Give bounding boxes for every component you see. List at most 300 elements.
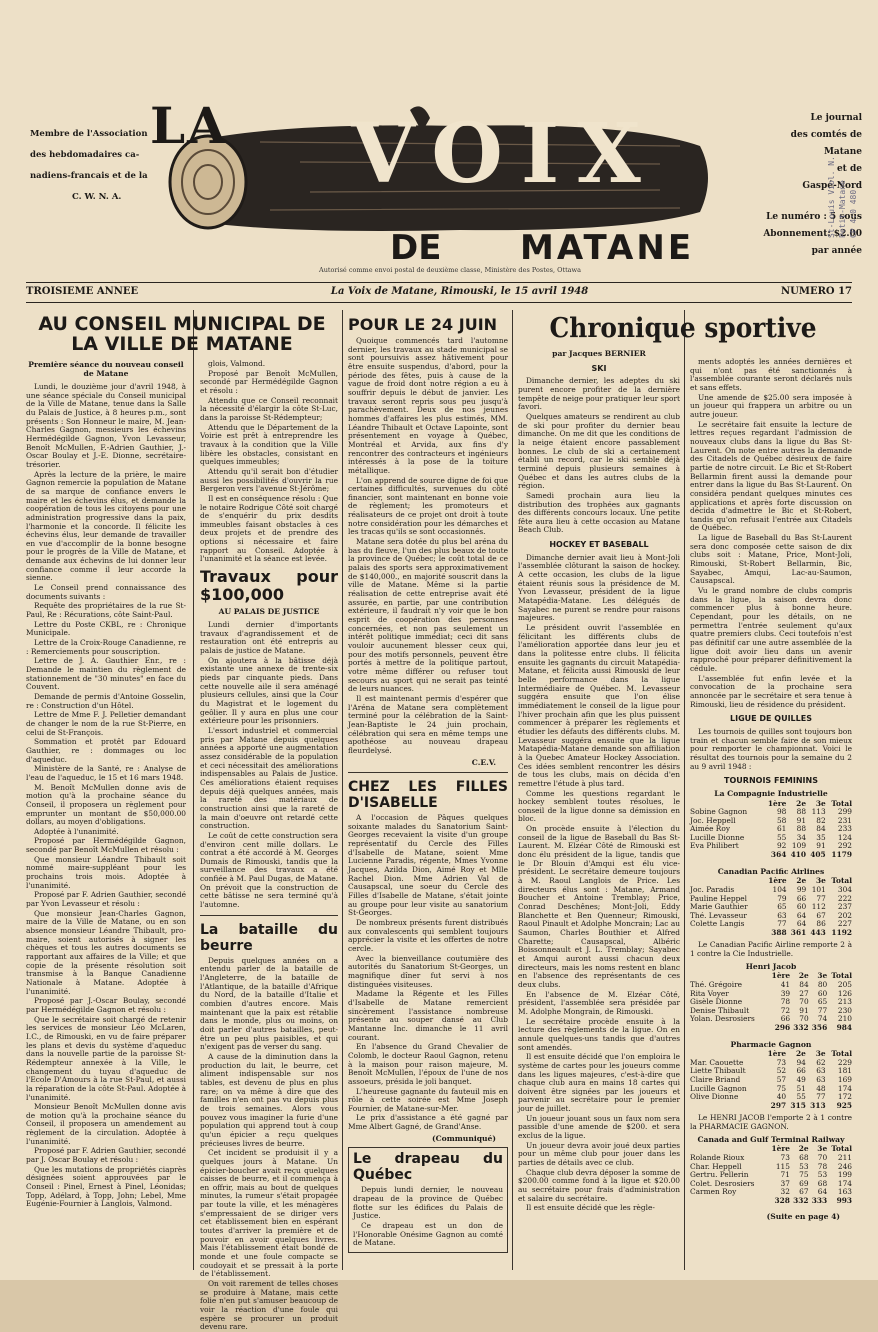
article-paragraph: Le prix d'assistance a été gagné par Mme Albert Gagné, de Grand'Anse. xyxy=(348,1113,508,1132)
score-cell: 230 xyxy=(837,1005,852,1015)
divider xyxy=(200,915,338,916)
player-name: Sobine Gagnon xyxy=(690,807,748,817)
quilles-title: LIGUE DE QUILLES xyxy=(730,714,812,724)
score-cell: 88 xyxy=(796,824,807,834)
score-cell: 70 xyxy=(799,997,809,1007)
logo-de-text: DE xyxy=(390,228,442,268)
score-cell: 77 xyxy=(817,1005,828,1015)
article-paragraph: Le coût de cette construction sera d'environ cent mille dollars. Le contrat a été accordé à M. Georges Dumais de Rimouski, tandis que la surveillance des travaux a été confiée à M. Paul Dugas, de Matane. On prévoit que la construction de cette bâtisse ne sera terminé qu'à l'automne. xyxy=(200,830,338,910)
total-cell: 443 xyxy=(810,927,826,937)
score-cell: 163 xyxy=(837,1187,852,1197)
isabelle-body xyxy=(348,814,508,1132)
article-paragraph: L'heureuse gagnante du fauteuil mis en rôle à cette soirée est Mme Joseph Fournier, de Matane-sur-Mer. xyxy=(348,1086,508,1113)
article-paragraph: Proposé par F. Adrien Gauthier, secondé par J. Oscar Boulay et résolu : xyxy=(26,1146,186,1165)
tournois-title: TOURNOIS FEMININS xyxy=(724,776,818,786)
score-cell: 172 xyxy=(837,1092,852,1102)
total-cell: 925 xyxy=(836,1100,852,1110)
score-cell: 91 xyxy=(816,841,826,851)
article-paragraph: Il est maintenant permis d'espérer que l'Aréna de Matane sera complètement terminé pour la célébration de la Saint-Jean-Baptiste le 24 juin prochain, célébration qui sera en même temps une apothéose au nouveau drapeau fleurdelysé. xyxy=(348,693,508,755)
article-paragraph: En l'absence du Grand Chevalier de Colomb, le docteur Raoul Gagnon, retenu à la maison pour raison majeure, M. Benoît McMullen, l'époux de l'une de nos assoeurs, présida le joli banquet. xyxy=(348,1042,508,1086)
score-header-cell: 2e xyxy=(796,876,807,886)
travaux-subhead: AU PALAIS DE JUSTICE xyxy=(218,607,320,617)
stamp-line: CP 4:0 480 xyxy=(849,189,858,238)
player-name: Aimée Roy xyxy=(690,824,730,834)
score-header-cell: Total xyxy=(831,1049,852,1059)
chronique-headline: Chronique sportive xyxy=(549,313,817,344)
score-cell: 78 xyxy=(817,1161,828,1171)
score-cell: 74 xyxy=(817,1014,828,1024)
player-name: Carmen Roy xyxy=(690,1187,737,1197)
article-paragraph: Un joueur devra avoir joué deux parties pour un même club pour jouer dans les parties de détails avec ce club. xyxy=(518,1140,680,1168)
score-cell: 53 xyxy=(799,1161,809,1171)
player-name: Liette Thibault xyxy=(690,1066,746,1076)
postal-authorization: Autorisé comme envoi postal de deuxième classe, Ministère des Postes, Ottawa xyxy=(319,266,581,274)
score-cell: 35 xyxy=(816,832,826,842)
player-name: Colet. Desrosiers xyxy=(690,1178,755,1188)
isabelle-headline: CHEZ LES FILLES D'ISABELLE xyxy=(348,779,508,812)
score-cell: 92 xyxy=(776,841,787,851)
score-header-cell: 3e xyxy=(815,1049,826,1059)
conseil-column-a xyxy=(26,360,186,1210)
score-cell: 67 xyxy=(816,910,826,920)
total-cell: 356 xyxy=(811,1023,828,1032)
total-cell: 332 xyxy=(793,1023,809,1032)
score-cell: 73 xyxy=(776,1057,787,1067)
score-cell: 202 xyxy=(837,910,852,920)
score-cell: 69 xyxy=(799,1178,809,1188)
score-cell: 68 xyxy=(817,1178,828,1188)
article-paragraph: Après la lecture de la prière, le maire Gagnon remercie la population de Matane de sa marque de confiance envers le maire et les échevins élus, et demande la coopération de tous les citoyens pour une administration progressive dans la paix, l'harmonie et la concorde. Il félicite les échevins élus, leur demande de travailler en vue d'accomplir de la bonne besogne pour le progrès de la Ville de Matane, et demande aux échevins de lui donner leur confiance comme il leur accorde la sienne. xyxy=(26,469,186,583)
score-cell: 227 xyxy=(837,919,852,929)
score-cell: 86 xyxy=(816,919,826,929)
score-header-cell: 2e xyxy=(796,798,807,808)
score-cell: 231 xyxy=(837,815,852,825)
score-cell: 77 xyxy=(816,893,826,903)
article-paragraph: Ce drapeau est un don de l'Honorable Onésime Gagnon au comté de Matane. xyxy=(353,1221,503,1248)
article-paragraph: Attendu que ce Conseil reconnait la nécessité d'élargir la côte St-Luc, dans la paroisse St-Rédempteur; xyxy=(200,395,338,422)
article-paragraph: Chaque club devra déposer la somme de $200.00 comme fond à la ligue et $20.00 au secrétaire pour frais d'administration et salaire du secrétaire. xyxy=(518,1167,680,1203)
article-paragraph: Que le secrétaire soit chargé de retenir les services de monsieur Léo McLaren, I.C., de Rimouski, en vu de faire préparer les plans et devis du système d'aqueduc dans la nouvelle partie de la paroisse St-Rédempteur annexée à la Ville, le changement du tuyau d'aqueduc de l'Ecole D'Amours à la rue St-Paul, et aussi la réparation de la côte St-Paul. Adoptée à l'unanimité. xyxy=(26,1014,186,1102)
score-header-cell: Total xyxy=(831,971,852,981)
player-name: Eva Philibert xyxy=(690,841,739,851)
article-paragraph: De nombreux présents furent distribués aux convalescents qui semblent toujours apprécier la visite et les offertes de notre cercle. xyxy=(348,918,508,953)
article-paragraph: On ajoutera à la bâtisse déjà existante une annexe de trente-six pieds par cinquante pieds. Dans cette nouvelle aile il sera aménagé plusieurs cellules, ainsi que la Cour du Magistrat et le logement du geôlier. Il y aura en plus une cour extérieure pour les prisonniers. xyxy=(200,655,338,726)
score-header-cell: 3e xyxy=(815,876,826,886)
article-paragraph: Le secrétaire fait ensuite la lecture de lettres reçues regardant l'admission de nouveaux clubs dans la ligue du Bas St-Laurent. On note entre autres la demande des Citadels de Québec désireux de faire partie de notre circuit. Le Bic et St-Robert Bellarmin firent aussi la demande pour entrer dans la ligue du Bas St-Laurent. On considéra pendant quelques minutes ces applications et après forte discussion on décida d'admettre le Bic et St-Robert, tandis qu'on refusait l'entrée aux Citadels de Québec. xyxy=(690,419,852,533)
score-table xyxy=(690,972,852,1036)
conseil-subhead: Première séance du nouveau conseil de Matane xyxy=(28,360,184,378)
quilles-intro: Les tournois de quilles sont toujours bon train et chacun semble faire de son mieux pour remporter le championnat. Voici le résultat des tournois pour la semaine du 2 au 9 avril 1948 : xyxy=(690,726,852,771)
score-header-cell: 3e xyxy=(815,798,826,808)
article-paragraph: Dimanche dernier, les adeptes du ski purent encore profiter de la dernière tempête de neige pour pratiquer leur sport favori. xyxy=(518,376,680,412)
score-table xyxy=(690,1145,852,1209)
score-cell: 101 xyxy=(811,884,826,894)
article-paragraph: Il est en conséquence résolu : Que le notaire Rodrigue Côté soit chargé de s'enquérir du prix desdits immeubles faisant obstacles à ces deux projets et de prendre des options si nécessaire et faire rapport au Conseil. Adoptée à l'unanimité et la séance est levée. xyxy=(200,493,338,564)
score-header-cell: 3e xyxy=(817,1144,828,1154)
table-row xyxy=(690,1015,852,1024)
mast-right-line: Matane xyxy=(823,147,862,157)
total-row xyxy=(690,1197,852,1210)
player-name: Rita Voyer xyxy=(690,988,729,998)
divider xyxy=(348,772,508,773)
score-cell: 71 xyxy=(780,1170,790,1180)
hockey-body xyxy=(518,554,680,1213)
score-cell: 78 xyxy=(780,997,791,1007)
score-cell: 34 xyxy=(796,832,807,842)
team-name: Henri Jacob xyxy=(745,961,797,971)
mast-left-line: C. W. N. A. xyxy=(72,192,122,202)
score-cell: 229 xyxy=(837,1057,852,1067)
article-paragraph: Quoique commencés tard l'automne dernier, les travaux au stade municipal se sont poursuivis assez hâtivement pour être ensuite suspendus, d'abord, pour la période des fêtes, puis à cause de la vague de froid dont notre région a eu à souffrir depuis le début de janvier. Les travaux seront repris sous peu jusqu'à parachèvement. Deux de nos jeunes hommes d'affaires les plus estimés, MM. Léandre Thibault et Octave Lapointe, sont présentement en voyage à Québec, Montréal et Arvida, aux fins d'y rencontrer des contracteurs et ingénieurs intéressés à la pose de la toiture métallique. xyxy=(348,336,508,475)
dateline-bottom-rule xyxy=(26,302,852,303)
article-paragraph: Attendu que le Département de la Voirie est prêt à entreprendre les travaux à la condition que la Ville libère les obstacles, consistant en quelques immeubles; xyxy=(200,422,338,467)
article-paragraph: Lettre de Mme F. J. Pelletier demandant de changer le nom de la rue St-Pierre, en celui de St-François. xyxy=(26,710,186,737)
conseil-headline: AU CONSEIL MUNICIPAL DE LA VILLE DE MATANE xyxy=(38,313,326,355)
total-cell: 315 xyxy=(790,1100,806,1110)
player-name: Joc. Paradis xyxy=(690,884,735,894)
article-paragraph: L'essort industriel et commercial pris par Matane depuis quelques années a apporté une augmentation assez considérable de la population et ceci nécessitait des améliorations indispensables au Palais de Justice. Ces améliorations étaient requises depuis déjà quelques années, mais la rareté des matériaux de construction ainsi que la rareté de la main d'oeuvre ont retardé cette construction. xyxy=(200,725,338,831)
score-table xyxy=(690,800,852,864)
score-cell: 64 xyxy=(796,919,807,929)
juin-body xyxy=(348,337,508,756)
score-cell: 237 xyxy=(837,902,852,912)
article-paragraph: Attendu qu'il serait bon d'étudier aussi les possibilités d'ouvrir la rue Bergeron vers l'avenue St-Jérôme; xyxy=(200,466,338,494)
score-cell: 58 xyxy=(776,815,787,825)
score-cell: 55 xyxy=(776,832,787,842)
article-paragraph: Lettre de J. A. Gauthier Enr., re : Demande le maintien du règlement de stationnement de "30 minutes" en face du Couvent. xyxy=(26,656,186,692)
team-name: Pharmacie Gagnon xyxy=(730,1039,812,1049)
issue-number: NUMERO 17 xyxy=(781,286,852,297)
baseball-continuation xyxy=(690,358,852,709)
score-cell: 174 xyxy=(837,1178,852,1188)
travaux-body xyxy=(200,621,338,910)
score-cell: 65 xyxy=(817,997,828,1007)
score-cell: 64 xyxy=(817,1187,828,1197)
chronique-byline: par Jacques BERNIER xyxy=(552,349,646,358)
total-cell: 405 xyxy=(810,850,826,860)
article-paragraph: A cause de la diminution dans la production du lait, le beurre, cet aliment indispensable sur nos tables, est devenu de plus en plus rare; on va même à dire que des familles n'en ont pas vu depuis plus de trois semaines. Alors vous pouvez vous imaginer la furie d'une population qui apprend tout à coup qu'un épicier a reçu quelques précieuses livres de beurre. xyxy=(200,1051,338,1148)
article-paragraph: Que monsieur Jean-Charles Gagnon, maire de la Ville de Matane, ou en son absence monsieur Léandre Thibault, pro-maire, soient autorisés à signer les chèques et tous les autres documents se rapportant aux affaires de la Ville; et que copie de la présente résolution soit transmise à la Banque Canadienne Nationale à Matane. Adoptée à l'unanimité. xyxy=(26,908,186,996)
score-header-cell: 3e xyxy=(817,971,828,981)
score-cell: 213 xyxy=(837,997,852,1007)
score-cell: 57 xyxy=(776,1075,787,1085)
score-cell: 61 xyxy=(776,824,787,834)
total-cell: 1179 xyxy=(831,850,852,860)
article-paragraph: Avec la bienveillance coutumière des autorités du Sanatorium St-Georges, un magnifique dîner fut servi à nos distinguées visiteuses. xyxy=(348,953,508,989)
column-rule xyxy=(684,310,685,1270)
total-cell: 993 xyxy=(836,1195,852,1205)
total-cell: 333 xyxy=(811,1195,828,1205)
article-paragraph: En l'absence de M. Elzéar Côté, président, l'assemblée sera présidée par M. Adolphe Mongrain, de Rimouski. xyxy=(518,989,680,1016)
total-cell: 313 xyxy=(810,1100,826,1110)
score-cell: 39 xyxy=(780,988,791,998)
score-cell: 109 xyxy=(791,841,807,851)
column-five xyxy=(690,358,852,1270)
subscription-period: par année xyxy=(811,246,862,256)
score-cell: 91 xyxy=(799,1005,809,1015)
article-paragraph: L'assemblée fut enfin levée et la convocation de la prochaine sera annoncée par le secrétaire et sera tenue à Rimouski, lieu de résidence du président. xyxy=(690,673,852,709)
article-paragraph: L'on apprend de source digne de foi que certaines difficultés, survenues du côté financier, sont maintenant en bonne voie de règlement; les promoteurs et réalisateurs de ce projet ont droit à toute notre considération pour les démarches et les tracas qu'ils se sont occasionnés. xyxy=(348,475,508,537)
team-name: Canada and Gulf Terminal Railway xyxy=(697,1134,845,1144)
article-paragraph: Monsieur Benoît McMullen donne avis de motion qu'à la prochaine séance du Conseil, il proposera un amendement au règlement de la circulation. Adoptée à l'unanimité. xyxy=(26,1102,186,1146)
score-header-cell: 1ère xyxy=(771,1144,790,1154)
drapeau-body xyxy=(353,1186,503,1248)
score-cell: 210 xyxy=(837,1014,852,1024)
score-cell: 64 xyxy=(796,910,807,920)
score-cell: 104 xyxy=(772,884,787,894)
score-cell: 82 xyxy=(816,815,826,825)
player-name: Yolan. Desrosiers xyxy=(690,1014,755,1024)
score-cell: 66 xyxy=(796,893,807,903)
mast-right-line: Gaspé-Nord xyxy=(802,181,862,191)
score-cell: 112 xyxy=(811,902,826,912)
player-name: Denise Thibault xyxy=(690,1005,750,1015)
logo-la-text: LA xyxy=(150,96,228,155)
total-cell: 332 xyxy=(793,1195,809,1205)
juin-headline: POUR LE 24 JUIN xyxy=(348,315,498,334)
total-cell: 328 xyxy=(774,1195,790,1205)
score-cell: 181 xyxy=(837,1066,852,1076)
article-paragraph: Que monsieur Léandre Thibault soit nommé maire-suppléant pour les prochains trois mois. Adoptée à l'unanimité. xyxy=(26,854,186,890)
stamp-line: St-Louis Viol. N. xyxy=(827,156,836,238)
score-header-cell: 1ère xyxy=(767,798,787,808)
article-paragraph: On procède ensuite à l'élection du conseil de la ligue de Baseball du Bas St-Laurent. M. Elzéar Côté de Rimouski est donc élu président de la ligue, tandis que le Dr Blouin d'Amqui est élu vice-président. Le secrétaire demeure toujours à M. Raoul Langlois de Price. Les directeurs élus sont : Matane, Armand Boucher et Antoine Tremblay; Price, Conrad Deschênes; Mont-Joli, Eddy Blanchette et Ben Quenneur; Rimouski, Raoul Pinault et Adolphe Moncrain; Lac au Saumon, Charles Bouthier et Alfred Charette; Causapscal, Albéric Boissonneault et J. L. Tremblay; Sayabec et Amqui auront aussi chacun deux directeurs, mais les noms restent en blanc en l'absence des représentants de ces deux clubs. xyxy=(518,824,680,989)
volume-label: TROISIEME ANNEE xyxy=(26,286,139,297)
score-cell: 63 xyxy=(816,1075,826,1085)
match-result: Le HENRI JACOB l'emporte 2 à 1 contre la PHARMACIE GAGNON. xyxy=(690,1113,852,1132)
score-cell: 70 xyxy=(799,1014,809,1024)
beurre-headline: La bataille du beurre xyxy=(200,921,338,954)
score-cell: 60 xyxy=(796,902,807,912)
score-header-cell: Total xyxy=(831,876,852,886)
article-paragraph: M. Benoît McMullen donne avis de motion qu'à la prochaine séance du Conseil, il proposera un règlement pour emprunter un montant de $50,000.00 dollars, au moyen d'obligations. xyxy=(26,782,186,827)
player-name: Lucille Gagnon xyxy=(690,1083,747,1093)
total-cell: 364 xyxy=(770,850,787,860)
article-paragraph: Depuis quelques années on a entendu parler de la bataille de l'Angleterre, de la bataille de l'Atlantique, de la bataille d'Afrique du Nord, de la bataille d'Italie et combien d'autres encore. Mais maintenant que la paix est rétablie dans le monde, plus ou moins, on doit parler d'autres batailles, peut-être un peu plus paisibles, et qui n'exigent pas de verser du sang. xyxy=(200,955,338,1052)
mast-left-line: des hebdomadaires ca- xyxy=(30,150,140,160)
total-cell: 410 xyxy=(790,850,807,860)
issue-date: La Voix de Matane, Rimouski, le 15 avril 1948 xyxy=(330,286,589,297)
logo-voix-text: VOIX xyxy=(351,106,659,202)
article-paragraph: Demande de permis d'Antoine Gosselin, re : Construction d'un Hôtel. xyxy=(26,691,186,710)
drapeau-box xyxy=(348,1147,508,1253)
score-cell: 113 xyxy=(811,807,826,817)
article-paragraph: Lundi dernier d'importants travaux d'agrandissement et de restauration ont été entrepris au palais de justice de Matane. xyxy=(200,620,338,656)
article-paragraph: Dimanche dernier avait lieu à Mont-Joli l'assemblée clôturant la saison de hockey. A cette occasion, les clubs de la ligue étaient réunis sous la présidence de M. Yvon Levasseur, président de la ligue Matapédia-Matane. Les délégués de Sayabec ne purent se rendre pour raisons majeures. xyxy=(518,552,680,623)
column-three xyxy=(348,312,508,1272)
drapeau-headline: Le drapeau du Québec xyxy=(353,1151,503,1184)
score-cell: 169 xyxy=(837,1075,852,1085)
score-cell: 246 xyxy=(837,1161,852,1171)
article-paragraph: Proposé par F. Adrien Gauthier, secondé par Yvon Levasseur et résolu : xyxy=(26,890,186,909)
player-name: Lucille Dionne xyxy=(690,832,745,842)
bowling-scores xyxy=(690,790,852,1210)
article-paragraph: ments adoptés les années dernières et qui n'ont pas été sanctionnés à l'assemblée courante seront déclarés nuls et sans effets. xyxy=(690,357,852,392)
score-cell: 292 xyxy=(837,841,852,851)
total-row xyxy=(690,1024,852,1037)
score-cell: 222 xyxy=(837,893,852,903)
score-cell: 65 xyxy=(777,902,787,912)
score-cell: 40 xyxy=(776,1092,787,1102)
table-row xyxy=(690,1188,852,1197)
score-cell: 84 xyxy=(799,980,809,990)
mast-left-line: Membre de l'Association xyxy=(30,129,148,139)
score-header-cell: 1ère xyxy=(768,876,787,886)
article-paragraph: Sommation et protêt par Edouard Gauthier, re : dommages ou loc d'aqueduc. xyxy=(26,737,186,764)
score-cell: 32 xyxy=(780,1187,790,1197)
conseil-continuation xyxy=(200,360,338,564)
score-cell: 67 xyxy=(799,1187,809,1197)
column-rule xyxy=(512,310,513,1270)
score-cell: 73 xyxy=(780,1152,790,1162)
article-paragraph: A l'occasion de Pâques quelques soixante malades du Sanatorium Saint-Georges recevaient la visite d'un groupe représentatif du Cercle des Filles d'Isabelle de Matane, soient Mme Lucienne Paradis, régente, Mmes Yvonne Jacques, Azilda Dion, Aimé Roy et Mlle Rachel Dion. Mme Adrien Val de Causapscal, une soeur du Cercle des Filles d'Isabelle de Matane, s'était jointe au groupe pour leur visite au sanatorium St-Georges. xyxy=(348,813,508,918)
suite-note: (Suite en page 4) xyxy=(766,1211,840,1221)
article-paragraph: Le Conseil prend connaissance des documents suivants : xyxy=(26,583,186,601)
score-header-cell: Total xyxy=(831,1144,852,1154)
score-cell: 98 xyxy=(776,807,787,817)
score-header-cell: 2e xyxy=(798,971,809,981)
score-header-cell: 2e xyxy=(796,1049,806,1059)
score-cell: 37 xyxy=(780,1178,790,1188)
score-cell: 77 xyxy=(816,1092,826,1102)
score-header-cell: 1ère xyxy=(767,1049,787,1059)
article-paragraph: Proposé par Benoît McMullen, secondé par Hermédégilde Gagnon et résolu : xyxy=(200,368,338,395)
score-cell: 60 xyxy=(817,988,828,998)
score-header-cell: Total xyxy=(831,798,852,808)
article-paragraph: Depuis lundi dernier, le nouveau drapeau de la province de Québec flotte sur les édifices du Palais de Justice. xyxy=(353,1185,503,1221)
team-name: La Compagnie Industrielle xyxy=(714,788,828,798)
score-cell: 79 xyxy=(777,893,787,903)
article-paragraph: Il est ensuite décidé que les règle- xyxy=(526,1203,655,1213)
column-two xyxy=(200,359,338,1332)
score-cell: 27 xyxy=(799,988,809,998)
handwritten-stamp xyxy=(826,118,866,238)
isabelle-signature: (Communiqué) xyxy=(432,1133,496,1143)
score-cell: 41 xyxy=(780,980,791,990)
article-paragraph: Matane sera dotée du plus bel aréna du bas du fleuve, l'un des plus beaux de toute la province de Québec; le coût total de ce palais des sports sera approximativement de $140,000., en majorité souscrit dans la ville de Matane. Même si la partie réalisation de cette entreprise avait été assurée, en partie, par une contribution extérieure, il faudrait n'y voir que le bon esprit de coopération des personnes concernées, et non pas seulement un intérêt politique immédiat; ceci dit sans vouloir aucunement blesser ceux qui, pour des motifs personnels, peuvent être portés à mettre de la politique partout, votre même différer ou refuser tout secours au sport qui ne serait pas teinté de leurs nuances. xyxy=(348,537,508,694)
column-rule xyxy=(342,310,343,1270)
score-header-cell: 2e xyxy=(798,1144,809,1154)
score-cell: 55 xyxy=(796,1092,806,1102)
score-cell: 77 xyxy=(777,919,787,929)
score-cell: 63 xyxy=(816,1066,826,1076)
total-cell: 984 xyxy=(836,1023,852,1032)
score-cell: 66 xyxy=(796,1066,806,1076)
total-cell: 388 xyxy=(771,927,787,937)
total-cell: 1192 xyxy=(831,927,852,937)
player-name: Joc. Heppell xyxy=(690,815,736,825)
juin-signature: C.E.V. xyxy=(471,757,496,767)
score-cell: 94 xyxy=(796,1057,806,1067)
score-cell: 199 xyxy=(837,1170,852,1180)
score-cell: 124 xyxy=(837,832,852,842)
score-cell: 62 xyxy=(816,1057,826,1067)
score-cell: 70 xyxy=(817,1152,828,1162)
score-table xyxy=(690,877,852,941)
article-paragraph: Une amende de $25.00 sera imposée à un joueur qui frappera un arbitre ou un autre joueur. xyxy=(690,392,852,419)
score-cell: 68 xyxy=(799,1152,809,1162)
score-cell: 299 xyxy=(837,807,852,817)
score-cell: 211 xyxy=(837,1152,852,1162)
player-name: Gertru. Pellerin xyxy=(690,1170,749,1180)
hockey-section-title: HOCKEY ET BASEBALL xyxy=(549,540,649,550)
player-name: Char. Heppell xyxy=(690,1161,742,1171)
article-paragraph: Madame la Régente et les Filles d'Isabelle de Matane remercient sincèrement l'assistance nombreuse présente au souper dansé au Club Mantanne Inc. dimanche le 11 avril courant. xyxy=(348,989,508,1042)
mast-right-line: Le journal xyxy=(810,113,862,123)
score-cell: 63 xyxy=(777,910,787,920)
score-cell: 49 xyxy=(796,1075,806,1085)
mast-left-line: nadiens-francais et de la xyxy=(30,171,148,181)
article-paragraph: Il est ensuite décidé que l'on emploira le système de cartes pour les joueurs comme dans les ligues majeures, c'est-à-dire que chaque club aura en mains 18 cartes qui doivent être signées par les joueurs et parvenir au secrétaire pour le premier jour de juillet. xyxy=(518,1052,680,1114)
stamp-line: Petit-Matane xyxy=(838,180,847,238)
article-paragraph: Proposé par J.-Oscar Boulay, secondé par Hermédégilde Gagnon et résolu : xyxy=(26,996,186,1014)
score-cell: 75 xyxy=(799,1170,809,1180)
article-paragraph: Ministère de la Santé, re : Analyse de l'eau de l'aqueduc, le 15 et 16 mars 1948. xyxy=(26,764,186,782)
article-paragraph: Cet incident se produisit il y a quelques jours à Matane. Un épicier-boucher avait reçu quelques caisses de beurre, et il commença à en offrir, mais au bout de quelques minutes, la rumeur s'était propagée par toute la ville, et les ménagères s'empressaient de se diriger vers cet établissement bien en espérant toutes d'arriver la première et de pouvoir en avoir quelques livres. Mais l'établissement était bondé de monde et une foule compacte se coudoyait et se pressait à la porte de l'établissement. xyxy=(200,1148,338,1279)
player-name: Pauline Heppel xyxy=(690,893,748,903)
player-name: Colette Langis xyxy=(690,919,745,929)
player-name: Olive Dionne xyxy=(690,1092,739,1102)
subscription-price: Abonnement: $2.00 xyxy=(763,229,862,239)
score-cell: 53 xyxy=(817,1170,828,1180)
article-paragraph: On voit rarement de telles choses se produire à Matane, mais cette folie n'en put s'amuser beaucoup de voir la réaction d'une foule qui espère se procurer un produit devenu rare. xyxy=(200,1279,338,1332)
score-cell: 51 xyxy=(796,1083,806,1093)
player-name: Rolande Rioux xyxy=(690,1152,745,1162)
article-paragraph: Lundi, le douzième jour d'avril 1948, à une séance spéciale du Conseil municipal de la Ville de Matane, tenue dans la Salle du Palais de Justice, à 8 heures p.m., sont présents : Son Honneur le maire, M. Jean-Charles Gagnon, messieurs les échevins Hermédégilde Gagnon, Yvon Levasseur, Benoît McMullen, F.-Adrien Gauthier, J.-Oscar Boulay et J.-E. Dionne, secrétaire-trésorier. xyxy=(26,382,186,469)
article-paragraph: Adoptée à l'unanimité. xyxy=(34,826,119,836)
dateline xyxy=(26,286,852,297)
score-cell: 75 xyxy=(776,1083,787,1093)
article-paragraph: Requête des propriétaires de la rue St-Paul, Re : Récurations, côte Saint-Paul. xyxy=(26,601,186,620)
score-header-cell: 1ère xyxy=(771,971,791,981)
mast-right-line: et de xyxy=(836,164,862,174)
player-name: Thé. Levasseur xyxy=(690,910,747,920)
article-paragraph: Proposé par Hermédégilde Gagnon, secondé par Benoît McMullen et résolu : xyxy=(26,836,186,855)
total-cell: 297 xyxy=(770,1100,787,1110)
price-per-issue: Le numéro : 5 sous xyxy=(766,212,862,222)
article-paragraph: Lettre du Poste CKBL, re : Chronique Municipale. xyxy=(26,619,186,638)
score-table xyxy=(690,1050,852,1114)
ski-body xyxy=(518,377,680,535)
score-cell: 84 xyxy=(816,824,826,834)
score-cell: 126 xyxy=(837,988,852,998)
score-cell: 52 xyxy=(776,1066,787,1076)
team-name: Canadian Pacific Airlines xyxy=(717,866,825,876)
player-name: Marie Gauthier xyxy=(690,902,748,912)
article-paragraph: Que les mutations de propriétés ciaprès désignées soient approuvées par le Conseil : Pinel, Ernest à Pinel, Léonidas; Topp, Adélard, à Topp, John; Lebel, Mme Eugénie-Fournier à Langlois, Valmond. xyxy=(26,1164,186,1209)
score-cell: 80 xyxy=(817,980,828,990)
score-cell: 66 xyxy=(780,1014,791,1024)
score-cell: 233 xyxy=(837,824,852,834)
article-paragraph: Samedi prochain aura lieu la distribution des trophées aux gagnants des différents concours locaux. Une petite fête aura lieu à cette occasion au Matane Beach Club. xyxy=(518,490,680,535)
player-name: Claire Briand xyxy=(690,1075,741,1085)
score-cell: 174 xyxy=(837,1083,852,1093)
score-cell: 304 xyxy=(837,884,852,894)
article-paragraph: Le secrétaire procède ensuite à la lecture des règlements de la ligue. On en annule quelques-uns tandis que d'autres sont amendés. xyxy=(518,1016,680,1052)
logo-matane-text: MATANE xyxy=(520,228,695,268)
player-name: Thé. Grégoire xyxy=(690,980,743,990)
article-paragraph: glois, Valmond. xyxy=(208,359,266,368)
player-name: Mar. Caouette xyxy=(690,1057,744,1067)
total-cell: 361 xyxy=(790,927,807,937)
article-paragraph: La ligue de Baseball du Bas St-Laurent sera donc composée cette saison de dix clubs soit : Matane, Price, Mont-Joli, Rimouski, St-Robert Bellarmin, Bic, Sayabec, Amqui, Lac-au-Saumon, Causapscal. xyxy=(690,533,852,586)
beurre-body xyxy=(200,957,338,1332)
score-cell: 99 xyxy=(796,884,807,894)
article-paragraph: Quelques amateurs se rendirent au club de ski pour profiter du dernier beau dimanche. On me dit que les conditions de la neige étaient encore passablement bonnes. Le club de ski a certainement établi un record, car le ski semble déjà terminé depuis plusieurs semaines à Québec et dans les autres clubs de la région. xyxy=(518,411,680,491)
score-cell: 48 xyxy=(816,1083,826,1093)
score-cell: 205 xyxy=(837,980,852,990)
ski-section-title: SKI xyxy=(591,363,607,373)
